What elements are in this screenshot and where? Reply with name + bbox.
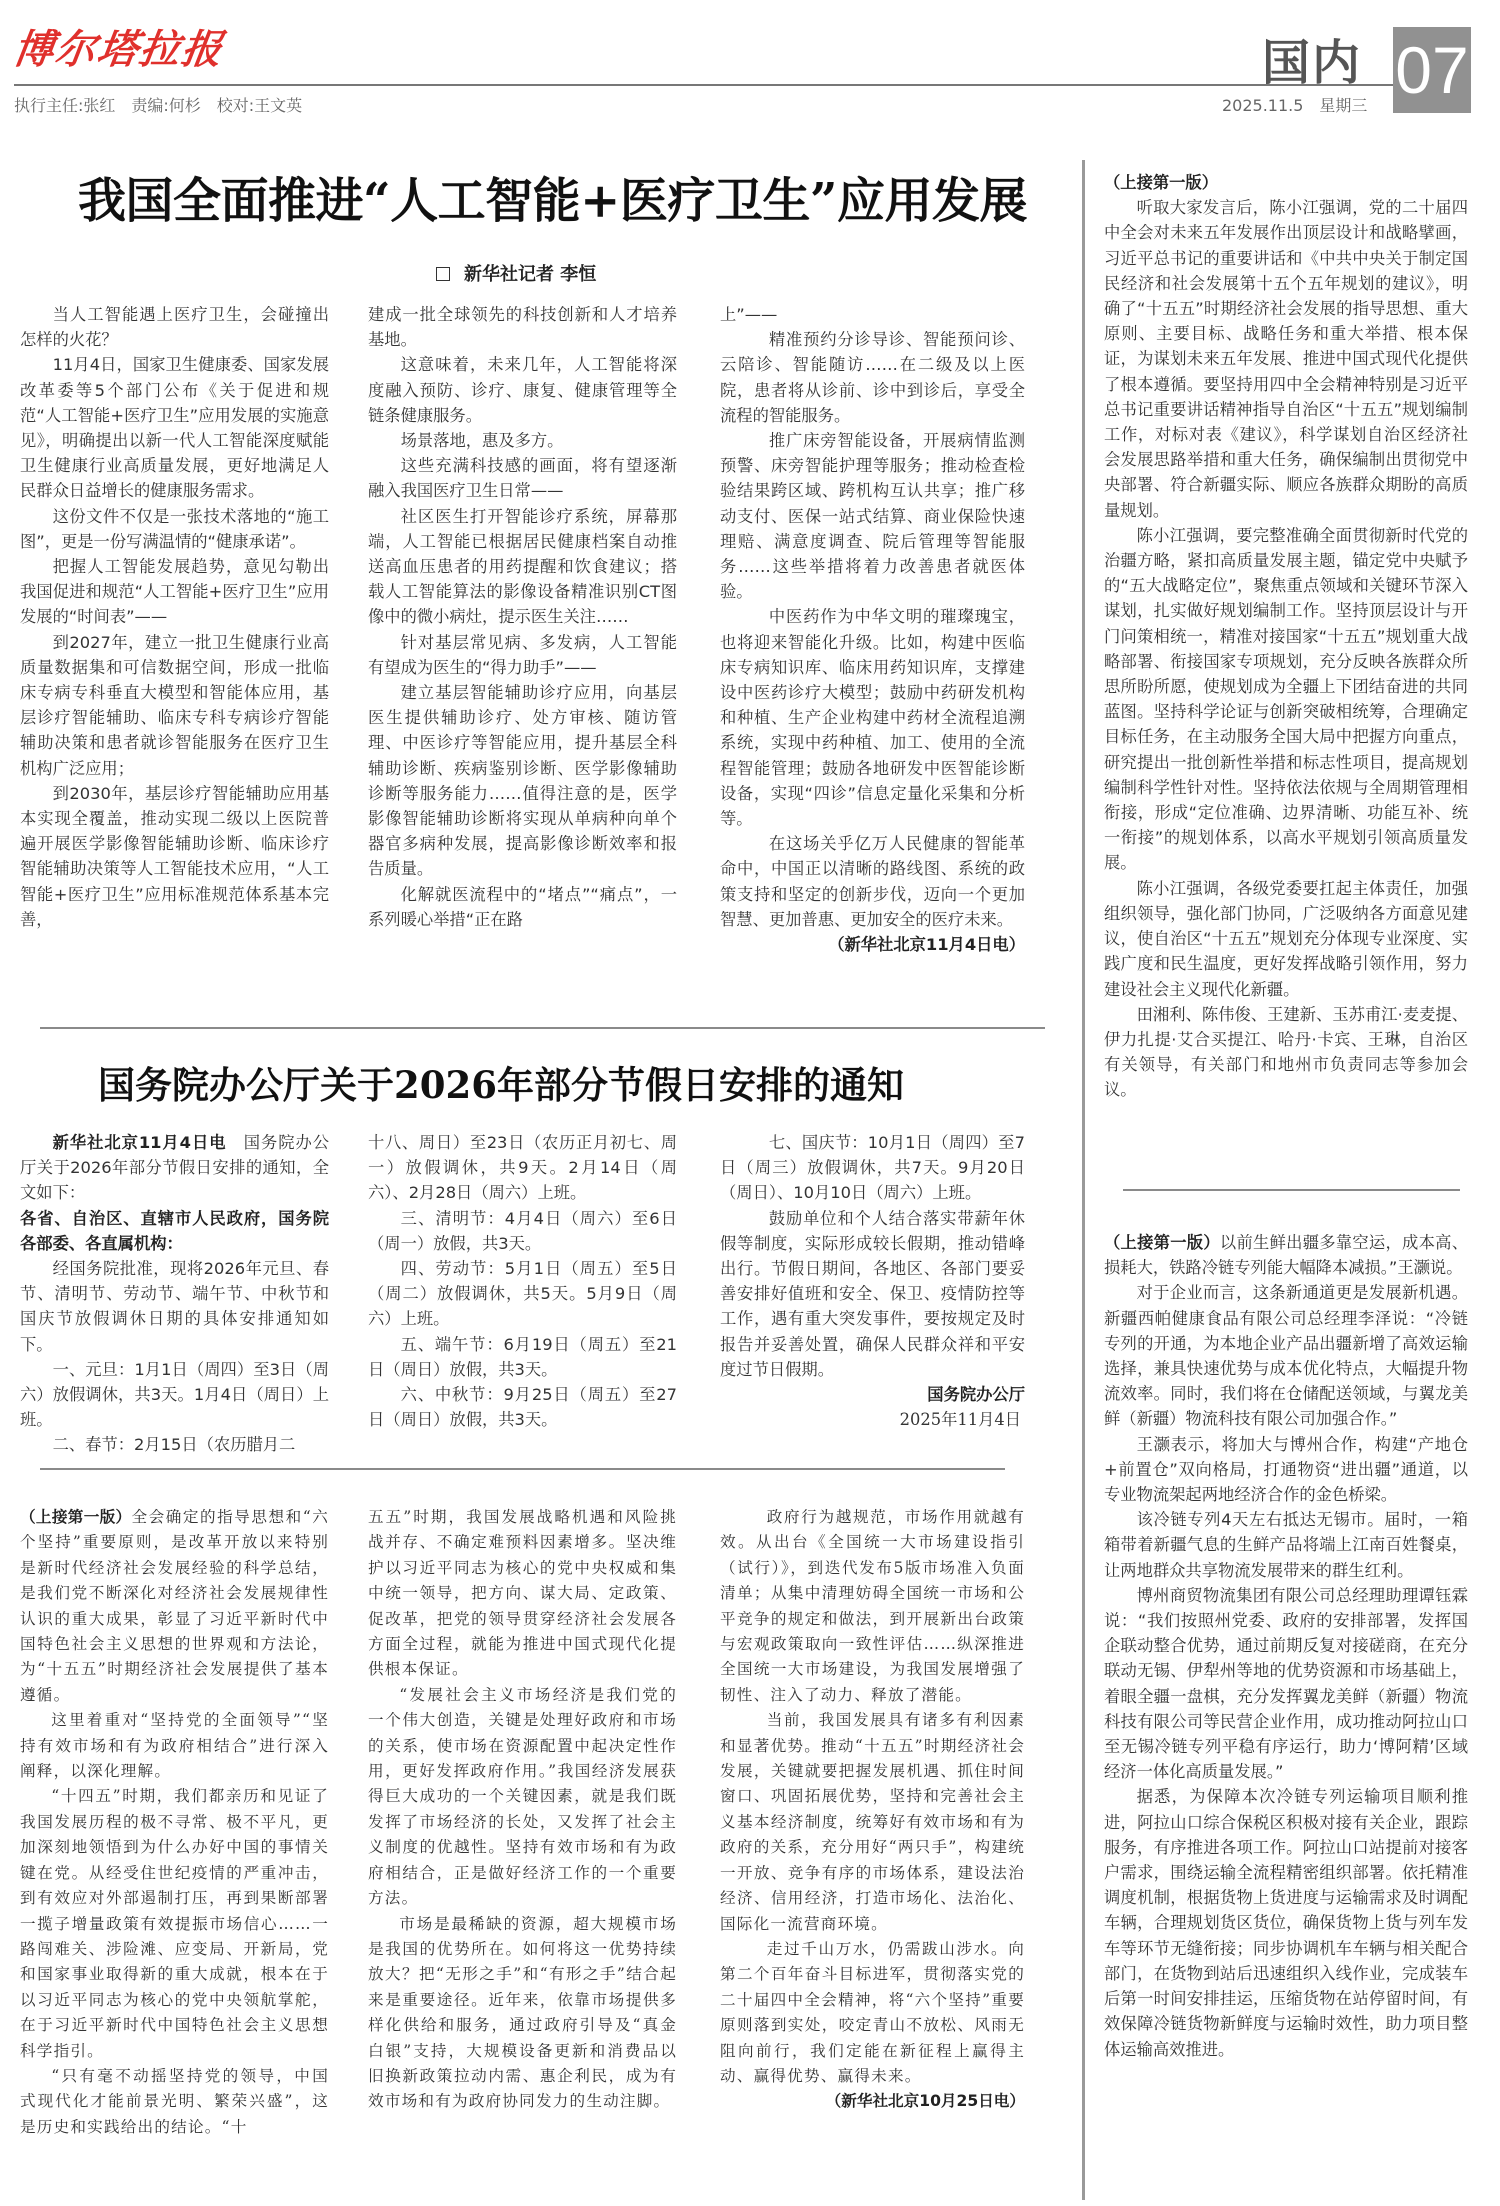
holiday-item: 七、国庆节：10月1日（周四）至7日（周三）放假调休，共7天。9月20日（周日）、10月10日（周六）上班。 bbox=[720, 1133, 1025, 1203]
article-column bbox=[720, 1505, 1025, 2115]
paragraph: 政府行为越规范，市场作用就越有效。从出台《全国统一大市场建设指引（试行）》，到迭代发布5版市场准入负面清单；从集中清理妨碍全国统一市场和公平竞争的规定和做法，到开展新出台政策与宏观政策取向一致性评估……纵深推进全国统一大市场建设，为我国发展增强了韧性、注入了动力、释放了潜能。 bbox=[720, 1508, 1025, 1704]
article-divider bbox=[40, 1027, 1045, 1029]
paragraph: 田湘利、陈伟俊、王建新、玉苏甫江·麦麦提、伊力扎提·艾合买提江、哈丹·卡宾、王琳，自治区有关领导，有关部门和地州市负责同志等参加会议。 bbox=[1104, 1004, 1468, 1100]
notice-addressee: 各省、自治区、直辖市人民政府，国务院各部委、各直属机构： bbox=[20, 1208, 329, 1253]
byline-box-icon bbox=[436, 267, 450, 281]
paragraph: 推广床旁智能设备，开展病情监测预警、床旁智能护理等服务；推动检查检验结果跨区域、跨机构互认共享；推广移动支付、医保一站式结算、商业保险快速理赔、满意度调查、院后管理等智能服务……这些举措将着力改善患者就医体验。 bbox=[720, 431, 1025, 602]
continued-label: （上接第一版） bbox=[1104, 1233, 1220, 1252]
article-byline bbox=[436, 260, 596, 286]
article-column bbox=[20, 1505, 329, 2140]
paragraph bbox=[20, 1505, 329, 1708]
sidebar-divider bbox=[1123, 1189, 1460, 1191]
paragraph: 上”—— bbox=[720, 305, 778, 324]
paragraph: 精准预约分诊导诊、智能预问诊、云陪诊、智能随访……在二级及以上医院，患者将从诊前、诊中到诊后，享受全流程的智能服务。 bbox=[720, 330, 1025, 425]
holiday-item: 一、元旦：1月1日（周四）至3日（周六）放假调休，共3天。1月4日（周日）上班。 bbox=[20, 1359, 329, 1430]
paragraph: 市场是最稀缺的资源，超大规模市场是我国的优势所在。如何将这一优势持续放大？把“无形之手”和“有形之手”结合起来是重要途径。近年来，依靠市场提供多样化供给和服务，通过政府引导及“真金白银”支持，大规模设备更新和消费品以旧换新政策拉动内需、惠企利民，成为有效市场和有为政府协同发力的生动注脚。 bbox=[368, 1914, 677, 2111]
paragraph: 社区医生打开智能诊疗系统，屏幕那端，人工智能已根据居民健康档案自动推送高血压患者的用药提醒和饮食建议；搭载人工智能算法的影像设备精准识别CT图像中的微小病灶，提示医生关注…… bbox=[368, 506, 677, 627]
paragraph bbox=[1104, 1230, 1468, 1280]
paragraph: 走过千山万水，仍需跋山涉水。向第二个百年奋斗目标进军，贯彻落实党的二十届四中全会精神，将“六个坚持”重要原则落到实处，咬定青山不放松、风雨无阻向前行，我们定能在新征程上赢得主动、赢得优势、赢得未来。 bbox=[720, 1939, 1025, 2085]
paragraph: 场景落地，惠及多方。 bbox=[400, 431, 564, 451]
continued-label: （上接第一版） bbox=[1104, 173, 1218, 192]
paragraph: 针对基层常见病、多发病，人工智能有望成为医生的“得力助手”—— bbox=[368, 632, 677, 677]
paragraph: 化解就医流程中的“堵点”“痛点”，一系列暖心举措“正在路 bbox=[368, 884, 677, 929]
paragraph: 当人工智能遇上医疗卫生，会碰撞出怎样的火花？ bbox=[20, 305, 329, 350]
section-name: 国内 bbox=[1262, 35, 1363, 91]
byline-author: 新华社记者 李恒 bbox=[464, 264, 597, 285]
paragraph: 据悉，为保障本次冷链专列运输项目顺利推进，阿拉山口综合保税区积极对接有关企业，跟踪服务，有序推进各项工作。阿拉山口站提前对接客户需求，围绕运输全流程精密组织部署。依托精准调度机制，根据货物上货进度与运输需求及时调配车辆，合理规划货区货位，确保货物上货与列车发车等环节无缝衔接；同步协调机车车辆与相关配合部门，在货物到站后迅速组织入线作业，完成装车后第一时间安排挂运，压缩货物在站停留时间，有效保障冷链货物新鲜度与运输时效性，助力项目整体运输高效推进。 bbox=[1104, 1787, 1468, 2059]
paragraph: 王灏表示，将加大与博州合作，构建“产地仓+前置仓”双向格局，打通物资“进出疆”通道，以专业物流架起两地经济合作的金色桥梁。 bbox=[1104, 1434, 1468, 1505]
page-number-badge: 07 bbox=[1393, 27, 1471, 113]
paragraph: 博州商贸物流集团有限公司总经理助理谭钰霖说：“我们按照州党委、政府的安排部署，发挥国企联动整合优势，通过前期反复对接磋商，在充分联动无锡、伊犁州等地的优势资源和市场基础上，着眼全疆一盘棋，充分发挥翼龙美鲜（新疆）物流科技有限公司等民营企业作用，成功推动阿拉山口至无锡冷链专列平稳有序运行，助力‘博阿精’区域经济一体化高质量发展。” bbox=[1104, 1585, 1468, 1782]
paragraph: “十四五”时期，我们都亲历和见证了我国发展历程的极不寻常、极不平凡，更加深刻地领悟到为什么办好中国的事情关键在党。从经受住世纪疫情的严重冲击，到有效应对外部遏制打压，再到果断部署一揽子增量政策有效提振市场信心……一路闯难关、涉险滩、应变局、开新局，党和国家事业取得新的重大成就，根本在于以习近平同志为核心的党中央领航掌舵，在于习近平新时代中国特色社会主义思想科学指引。 bbox=[20, 1787, 329, 2060]
holiday-item: 二、春节：2月15日（农历腊月二 bbox=[52, 1435, 296, 1455]
lead-dateline: 新华社北京11月4日电 bbox=[52, 1133, 227, 1152]
article-dateline: （新华社北京10月25日电） bbox=[825, 2092, 1025, 2111]
paragraph: 陈小江强调，各级党委要扛起主体责任，加强组织领导，强化部门协同，广泛吸纳各方面意见建议，使自治区“十五五”规划充分体现专业深度、实践广度和民生温度，更好发挥战略引领作用，努力建设社会主义现代化新疆。 bbox=[1104, 878, 1468, 999]
holiday-item: 六、中秋节：9月25日（周五）至27日（周日）放假，共3天。 bbox=[368, 1385, 677, 1430]
paragraph: 在这场关乎亿万人民健康的智能革命中，中国正以清晰的路线图、系统的政策支持和坚定的创新步伐，迈向一个更加智慧、更加普惠、更加安全的医疗未来。 bbox=[720, 834, 1025, 929]
article-column bbox=[20, 302, 329, 932]
paragraph: 这份文件不仅是一张技术落地的“施工图”，更是一份写满温情的“健康承诺”。 bbox=[20, 506, 329, 551]
article-column bbox=[368, 302, 677, 932]
article-column bbox=[368, 1130, 677, 1432]
continued-label: （上接第一版） bbox=[20, 1508, 132, 1526]
article-column bbox=[720, 302, 1025, 957]
article-divider bbox=[40, 1468, 1005, 1470]
paragraph: 中医药作为中华文明的璀璨瑰宝，也将迎来智能化升级。比如，构建中医临床专病知识库、临床用药知识库，支撑建设中医药诊疗大模型；鼓励中药研发机构和种植、生产企业构建中药材全流程追溯系统，实现中药种植、加工、使用的全流程智能管理；鼓励各地研发中医智能诊断设备，实现“四诊”信息定量化采集和分析等。 bbox=[720, 607, 1025, 829]
notice-signature: 国务院办公厅 bbox=[927, 1385, 1025, 1405]
column-divider-vertical bbox=[1082, 160, 1085, 2200]
paragraph: 鼓励单位和个人结合落实带薪年休假等制度，实际形成较长假期，推动错峰出行。节假日期间，各地区、各部门要妥善安排好值班和安全、保卫、疫情防控等工作，遇有重大突发事件，要按规定及时报告并妥善处置，确保人民群众祥和平安度过节日假期。 bbox=[720, 1208, 1025, 1379]
paragraph: 到2030年，基层诊疗智能辅助应用基本实现全覆盖，推动实现二级以上医院普遍开展医学影像智能辅助诊断、临床诊疗智能辅助决策等人工智能技术应用，“人工智能+医疗卫生”应用标准规范体系基本完善， bbox=[20, 783, 329, 929]
holiday-item: 四、劳动节：5月1日（周五）至5日（周二）放假调休，共5天。5月9日（周六）上班。 bbox=[368, 1259, 677, 1329]
paragraph: 五五”时期，我国发展战略机遇和风险挑战并存、不确定难预料因素增多。坚决维护以习近平同志为核心的党中央权威和集中统一领导，把方向、谋大局、定政策、促改革，把党的领导贯穿经济社会发展各方面全过程，就能为推进中国式现代化提供根本保证。 bbox=[368, 1508, 677, 1679]
paragraph: “只有毫不动摇坚持党的领导，中国式现代化才能前景光明、繁荣兴盛”，这是历史和实践给出的结论。“十 bbox=[20, 2066, 329, 2136]
paragraph: 该冷链专列4天左右抵达无锡市。届时，一箱箱带着新疆气息的生鲜产品将端上江南百姓餐桌，让两地群众共享物流发展带来的群生红利。 bbox=[1104, 1510, 1468, 1580]
article-column bbox=[368, 1505, 677, 2115]
editorial-staff: 执行主任:张红 责编:何杉 校对:王文英 bbox=[14, 96, 303, 115]
paragraph: 建立基层智能辅助诊疗应用，向基层医生提供辅助诊疗、处方审核、随访管理、中医诊疗等智能应用，提升基层全科辅助诊断、疾病鉴别诊断、医学影像辅助诊断等服务能力……值得注意的是，医学影像智能辅助诊断将实现从单病种向单个器官多病种发展，提高影像诊断效率和报告质量。 bbox=[368, 683, 677, 879]
paragraph: 这些充满科技感的画面，将有望逐渐融入我国医疗卫生日常—— bbox=[368, 456, 677, 501]
holiday-item: 十八、周日）至23日（农历正月初七、周一）放假调休，共9天。2月14日（周六）、2月28日（周六）上班。 bbox=[368, 1133, 677, 1203]
notice-date: 2025年11月4日 bbox=[899, 1410, 1021, 1430]
issue-date: 2025.11.5 星期三 bbox=[1222, 96, 1368, 115]
paragraph-text: 以前生鲜出疆多靠空运，成本高、损耗大，铁路冷链专列能大幅降本减损。”王灏说。 bbox=[1104, 1233, 1468, 1278]
paragraph: 这里着重对“坚持党的全面领导”“坚持有效市场和有为政府相结合”进行深入阐释，以深化理解。 bbox=[20, 1711, 329, 1781]
paragraph: 建成一批全球领先的科技创新和人才培养基地。 bbox=[368, 305, 677, 350]
paragraph: 经国务院批准，现将2026年元旦、春节、清明节、劳动节、端午节、中秋节和国庆节放假调休日期的具体安排通知如下。 bbox=[20, 1259, 329, 1354]
article-column bbox=[20, 1130, 329, 1458]
paragraph: 把握人工智能发展趋势，意见勾勒出我国促进和规范“人工智能+医疗卫生”应用发展的“时间表”—— bbox=[20, 557, 329, 627]
paragraph: 听取大家发言后，陈小江强调，党的二十届四中全会对未来五年发展作出顶层设计和战略擘画，习近平总书记的重要讲话和《中共中央关于制定国民经济和社会发展第十五个五年规划的建议》，明确了“十五五”时期经济社会发展的指导思想、重大原则、主要目标、战略任务和重大举措、根本保证，为谋划未来五年发展、推进中国式现代化提供了根本遵循。要坚持用四中全会精神特别是习近平总书记重要讲话精神指导自治区“十五五”规划编制工作，对标对表《建议》，科学谋划自治区经济社会发展思路举措和重大任务，确保编制出贯彻党中央部署、符合新疆实际、顺应各族群众期盼的高质量规划。 bbox=[1104, 198, 1468, 520]
paragraph: 对于企业而言，这条新通道更是发展新机遇。新疆西帕健康食品有限公司总经理李泽说：“冷链专列的开通，为本地企业产品出疆新增了高效运输选择，兼具快速优势与成本优化特点，大幅提升物流效率。同时，我们将在仓储配送领域，与翼龙美鲜（新疆）物流科技有限公司加强合作。” bbox=[1104, 1283, 1468, 1429]
newspaper-logo: 博尔塔拉报 bbox=[10, 26, 227, 73]
paragraph: 11月4日，国家卫生健康委、国家发展改革委等5个部门公布《关于促进和规范“人工智能+医疗卫生”应用发展的实施意见》，明确提出以新一代人工智能深度赋能卫生健康行业高质量发展，更好地满足人民群众日益增长的健康服务需求。 bbox=[20, 355, 329, 501]
header-divider bbox=[14, 84, 1434, 86]
article-column bbox=[720, 1130, 1025, 1432]
article-dateline: （新华社北京11月4日电） bbox=[828, 935, 1025, 955]
intro-text: 国务院办公厅关于2026年部分节假日安排的通知，全文如下： bbox=[20, 1133, 329, 1203]
holiday-item: 三、清明节：4月4日（周六）至6日（周一）放假，共3天。 bbox=[368, 1208, 677, 1253]
paragraph: 当前，我国发展具有诸多有利因素和显著优势。推动“十五五”时期经济社会发展，关键就要把握发展机遇、抓住时间窗口、巩固拓展优势，坚持和完善社会主义基本经济制度，统筹好有效市场和有为政府的关系，充分用好“两只手”，构建统一开放、竞争有序的市场体系，建设法治经济、信用经济，打造市场化、法治化、国际化一流营商环境。 bbox=[720, 1711, 1025, 1933]
paragraph: 到2027年，建立一批卫生健康行业高质量数据集和可信数据空间，形成一批临床专病专科垂直大模型和智能体应用，基层诊疗智能辅助、临床专科专病诊疗智能辅助决策和患者就诊智能服务在医疗卫生机构广泛应用； bbox=[20, 632, 329, 778]
paragraph-text: 全会确定的指导思想和“六个坚持”重要原则，是改革开放以来特别是新时代经济社会发展经验的科学总结，是我们党不断深化对经济社会发展规律性认识的重大成果，彰显了习近平新时代中国特色社会主义思想的世界观和方法论，为“十五五”时期经济社会发展提供了基本遵循。 bbox=[20, 1508, 329, 1704]
paragraph: 这意味着，未来几年，人工智能将深度融入预防、诊疗、康复、健康管理等全链条健康服务。 bbox=[368, 355, 677, 425]
sidebar-column bbox=[1104, 170, 1468, 1103]
sidebar-column bbox=[1104, 1230, 1468, 2062]
article-headline: 我国全面推进“人工智能+医疗卫生”应用发展 bbox=[78, 173, 1027, 229]
paragraph: 陈小江强调，要完整准确全面贯彻新时代党的治疆方略，紧扣高质量发展主题，锚定党中央赋予的“五大战略定位”，聚焦重点领域和关键环节深入谋划，扎实做好规划编制工作。坚持顶层设计与开门问策相统一，精准对接国家“十五五”规划重大战略部署、衔接国家专项规划，充分反映各族群众所思所盼所愿，使规划成为全疆上下团结奋进的共同蓝图。坚持科学论证与创新突破相统筹，合理确定目标任务，在主动服务全国大局中把握方向重点，研究提出一批创新性举措和标志性项目，提高规划编制科学性针对性。坚持依法依规与全周期管理相衔接，形成“定位准确、边界清晰、功能互补、统一衔接”的规划体系，以高水平规划引领高质量发展。 bbox=[1104, 525, 1468, 873]
article-headline: 国务院办公厅关于2026年部分节假日安排的通知 bbox=[98, 1063, 904, 1107]
holiday-item: 五、端午节：6月19日（周五）至21日（周日）放假，共3天。 bbox=[368, 1334, 677, 1379]
paragraph: “发展社会主义市场经济是我们党的一个伟大创造，关键是处理好政府和市场的关系，使市场在资源配置中起决定性作用，更好发挥政府作用。”我国经济发展获得巨大成功的一个关键因素，就是我们既发挥了市场经济的长处，又发挥了社会主义制度的优越性。坚持有效市场和有为政府相结合，正是做好经济工作的一个重要方法。 bbox=[368, 1685, 677, 1908]
paragraph bbox=[20, 1130, 329, 1206]
